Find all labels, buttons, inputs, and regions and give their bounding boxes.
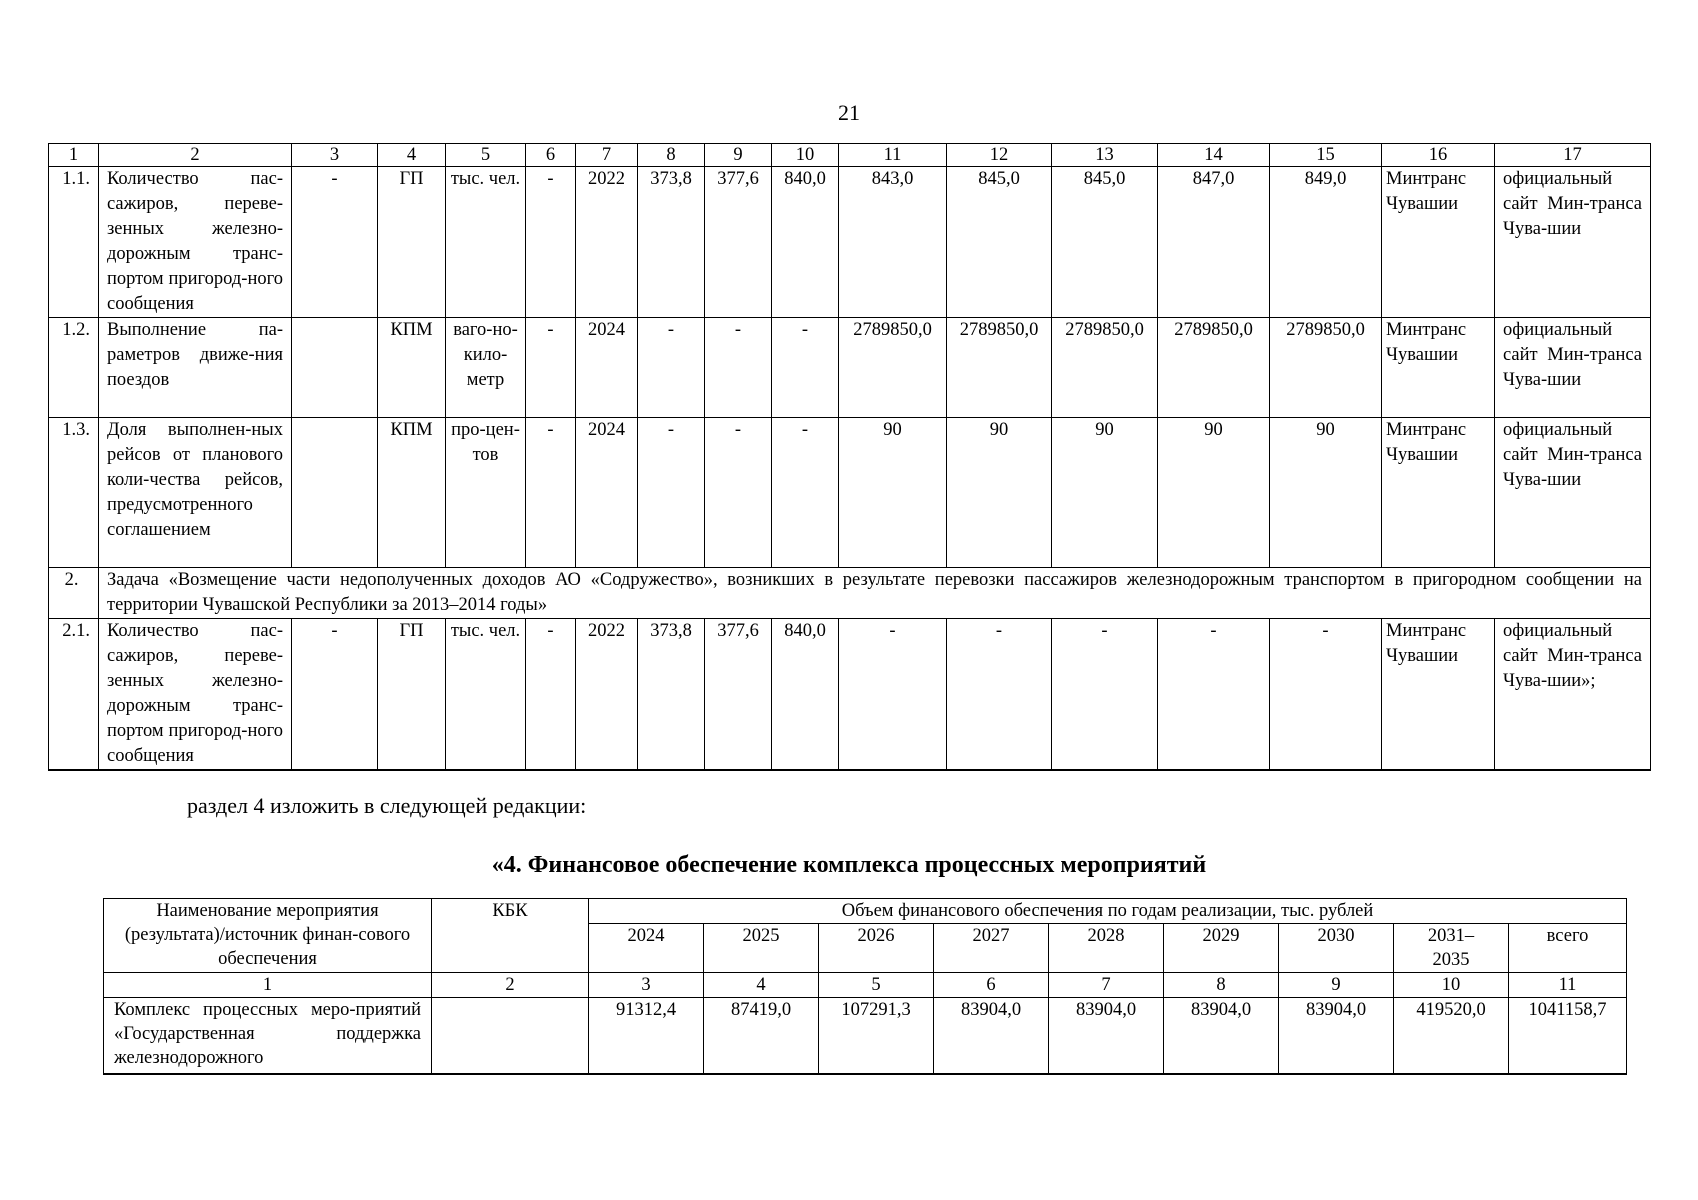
value-cell: 2789850,0 — [1052, 318, 1158, 418]
column-number: 5 — [819, 973, 934, 998]
unit-cell: ваго-но-кило-метр — [446, 318, 526, 418]
value-cell: 845,0 — [1052, 167, 1158, 318]
column-number: 10 — [772, 144, 839, 167]
column-number: 11 — [1509, 973, 1627, 998]
table-cell: - — [526, 418, 576, 568]
value-cell: - — [839, 619, 947, 771]
value-cell: 843,0 — [839, 167, 947, 318]
value-cell: 91312,4 — [589, 998, 704, 1074]
year-header: 2031–2035 — [1394, 924, 1509, 973]
column-number: 6 — [934, 973, 1049, 998]
value-cell: 845,0 — [947, 167, 1052, 318]
table-cell: - — [526, 167, 576, 318]
header-volume: Объем финансового обеспечения по годам реализации, тыс. рублей — [589, 899, 1627, 924]
row-number: 1.2. — [49, 318, 99, 418]
table-row — [49, 318, 1651, 418]
column-number: 13 — [1052, 144, 1158, 167]
table-cell: - — [292, 167, 378, 318]
year-header: 2030 — [1279, 924, 1394, 973]
value-cell: 2789850,0 — [1158, 318, 1270, 418]
value-cell: 419520,0 — [1394, 998, 1509, 1074]
source-cell: официальный сайт Мин-транса Чува-шии — [1495, 167, 1651, 318]
table-cell: - — [292, 619, 378, 771]
value-cell: 90 — [1270, 418, 1382, 568]
column-number: 12 — [947, 144, 1052, 167]
value-cell: - — [1052, 619, 1158, 771]
row-number: 1.3. — [49, 418, 99, 568]
value-cell: 90 — [839, 418, 947, 568]
column-number: 4 — [704, 973, 819, 998]
value-cell: 840,0 — [772, 619, 839, 771]
column-number: 2 — [99, 144, 292, 167]
indicators-table — [48, 143, 1651, 771]
value-cell: 90 — [947, 418, 1052, 568]
column-number: 15 — [1270, 144, 1382, 167]
year-cell: 2022 — [576, 619, 638, 771]
indicator-name: Количество пас-сажиров, переве-зенных железно-дорожным транс-портом пригород-ного сообщения — [99, 619, 292, 771]
year-cell: 2024 — [576, 318, 638, 418]
responsible-cell: Минтранс Чувашии — [1382, 418, 1495, 568]
kbk-cell — [432, 998, 589, 1074]
unit-cell: тыс. чел. — [446, 167, 526, 318]
source-cell: официальный сайт Мин-транса Чува-шии»; — [1495, 619, 1651, 771]
table-cell: ГП — [378, 619, 446, 771]
column-number: 1 — [49, 144, 99, 167]
value-cell: 373,8 — [638, 619, 705, 771]
header-name: Наименование мероприятия (результата)/источник финан-сового обеспечения — [104, 899, 432, 973]
table-row — [49, 167, 1651, 318]
amendment-paragraph: раздел 4 изложить в следующей редакции: — [187, 793, 587, 818]
column-number: 4 — [378, 144, 446, 167]
indicator-name: Количество пас-сажиров, переве-зенных железно-дорожным транс-портом пригород-ного сообщения — [99, 167, 292, 318]
row-number: 2.1. — [49, 619, 99, 771]
year-header: 2024 — [589, 924, 704, 973]
column-number: 3 — [292, 144, 378, 167]
column-number-row — [104, 973, 1627, 998]
value-cell: 90 — [1158, 418, 1270, 568]
table-cell: КПМ — [378, 418, 446, 568]
indicator-name: Доля выполнен-ных рейсов от планового коли-чества рейсов, предусмотренного соглашением — [99, 418, 292, 568]
column-number: 9 — [1279, 973, 1394, 998]
value-cell: 840,0 — [772, 167, 839, 318]
task-row — [49, 568, 1651, 619]
total-header: всего — [1509, 924, 1627, 973]
value-cell: 849,0 — [1270, 167, 1382, 318]
value-cell: 377,6 — [705, 167, 772, 318]
column-number: 16 — [1382, 144, 1495, 167]
value-cell: 83904,0 — [1049, 998, 1164, 1074]
unit-cell: про-цен-тов — [446, 418, 526, 568]
column-number: 7 — [576, 144, 638, 167]
indicator-name: Выполнение па-раметров движе-ния поездов — [99, 318, 292, 418]
year-cell: 2022 — [576, 167, 638, 318]
total-cell: 1041158,7 — [1509, 998, 1627, 1074]
year-cell: 2024 — [576, 418, 638, 568]
value-cell: 83904,0 — [1164, 998, 1279, 1074]
table-cell — [292, 418, 378, 568]
column-number: 6 — [526, 144, 576, 167]
page-number: 21 — [838, 100, 860, 125]
column-number: 2 — [432, 973, 589, 998]
value-cell: 2789850,0 — [947, 318, 1052, 418]
column-number: 14 — [1158, 144, 1270, 167]
value-cell: - — [947, 619, 1052, 771]
column-number: 3 — [589, 973, 704, 998]
column-number: 1 — [104, 973, 432, 998]
unit-cell: тыс. чел. — [446, 619, 526, 771]
value-cell: 83904,0 — [1279, 998, 1394, 1074]
value-cell: 847,0 — [1158, 167, 1270, 318]
column-number-row — [49, 144, 1651, 167]
value-cell: 83904,0 — [934, 998, 1049, 1074]
value-cell: - — [1158, 619, 1270, 771]
value-cell: 107291,3 — [819, 998, 934, 1074]
table-cell: - — [526, 318, 576, 418]
value-cell: - — [638, 318, 705, 418]
table-row — [104, 998, 1627, 1074]
value-cell: - — [772, 318, 839, 418]
value-cell: 87419,0 — [704, 998, 819, 1074]
column-number: 8 — [1164, 973, 1279, 998]
program-name: Комплекс процессных меро-приятий «Государственная поддержка железнодорожного — [104, 998, 432, 1074]
table-cell: КПМ — [378, 318, 446, 418]
table-cell: - — [526, 619, 576, 771]
value-cell: - — [705, 418, 772, 568]
task-text: Задача «Возмещение части недополученных доходов АО «Содружество», возникших в результате перевозки пассажиров железнодорожным транспортом в пригородном сообщении на территории Чувашской Республики за 2013–2014 годы» — [99, 568, 1651, 619]
table-row — [49, 418, 1651, 568]
column-number: 8 — [638, 144, 705, 167]
value-cell: - — [772, 418, 839, 568]
value-cell: 2789850,0 — [1270, 318, 1382, 418]
task-number: 2. — [49, 568, 99, 619]
value-cell: - — [1270, 619, 1382, 771]
column-number: 9 — [705, 144, 772, 167]
table-cell: ГП — [378, 167, 446, 318]
header-kbk: КБК — [432, 899, 589, 973]
value-cell: - — [705, 318, 772, 418]
source-cell: официальный сайт Мин-транса Чува-шии — [1495, 318, 1651, 418]
value-cell: 90 — [1052, 418, 1158, 568]
year-header: 2028 — [1049, 924, 1164, 973]
column-number: 10 — [1394, 973, 1509, 998]
header-row — [104, 899, 1627, 924]
column-number: 17 — [1495, 144, 1651, 167]
column-number: 11 — [839, 144, 947, 167]
column-number: 7 — [1049, 973, 1164, 998]
year-header: 2025 — [704, 924, 819, 973]
financing-table — [103, 898, 1627, 1075]
table-cell — [292, 318, 378, 418]
row-number: 1.1. — [49, 167, 99, 318]
responsible-cell: Минтранс Чувашии — [1382, 318, 1495, 418]
section-title: «4. Финансовое обеспечение комплекса процессных мероприятий — [491, 852, 1207, 878]
source-cell: официальный сайт Мин-транса Чува-шии — [1495, 418, 1651, 568]
responsible-cell: Минтранс Чувашии — [1382, 167, 1495, 318]
year-header: 2026 — [819, 924, 934, 973]
year-header: 2029 — [1164, 924, 1279, 973]
year-header: 2027 — [934, 924, 1049, 973]
value-cell: 377,6 — [705, 619, 772, 771]
table-row — [49, 619, 1651, 771]
column-number: 5 — [446, 144, 526, 167]
responsible-cell: Минтранс Чувашии — [1382, 619, 1495, 771]
value-cell: 373,8 — [638, 167, 705, 318]
value-cell: - — [638, 418, 705, 568]
value-cell: 2789850,0 — [839, 318, 947, 418]
